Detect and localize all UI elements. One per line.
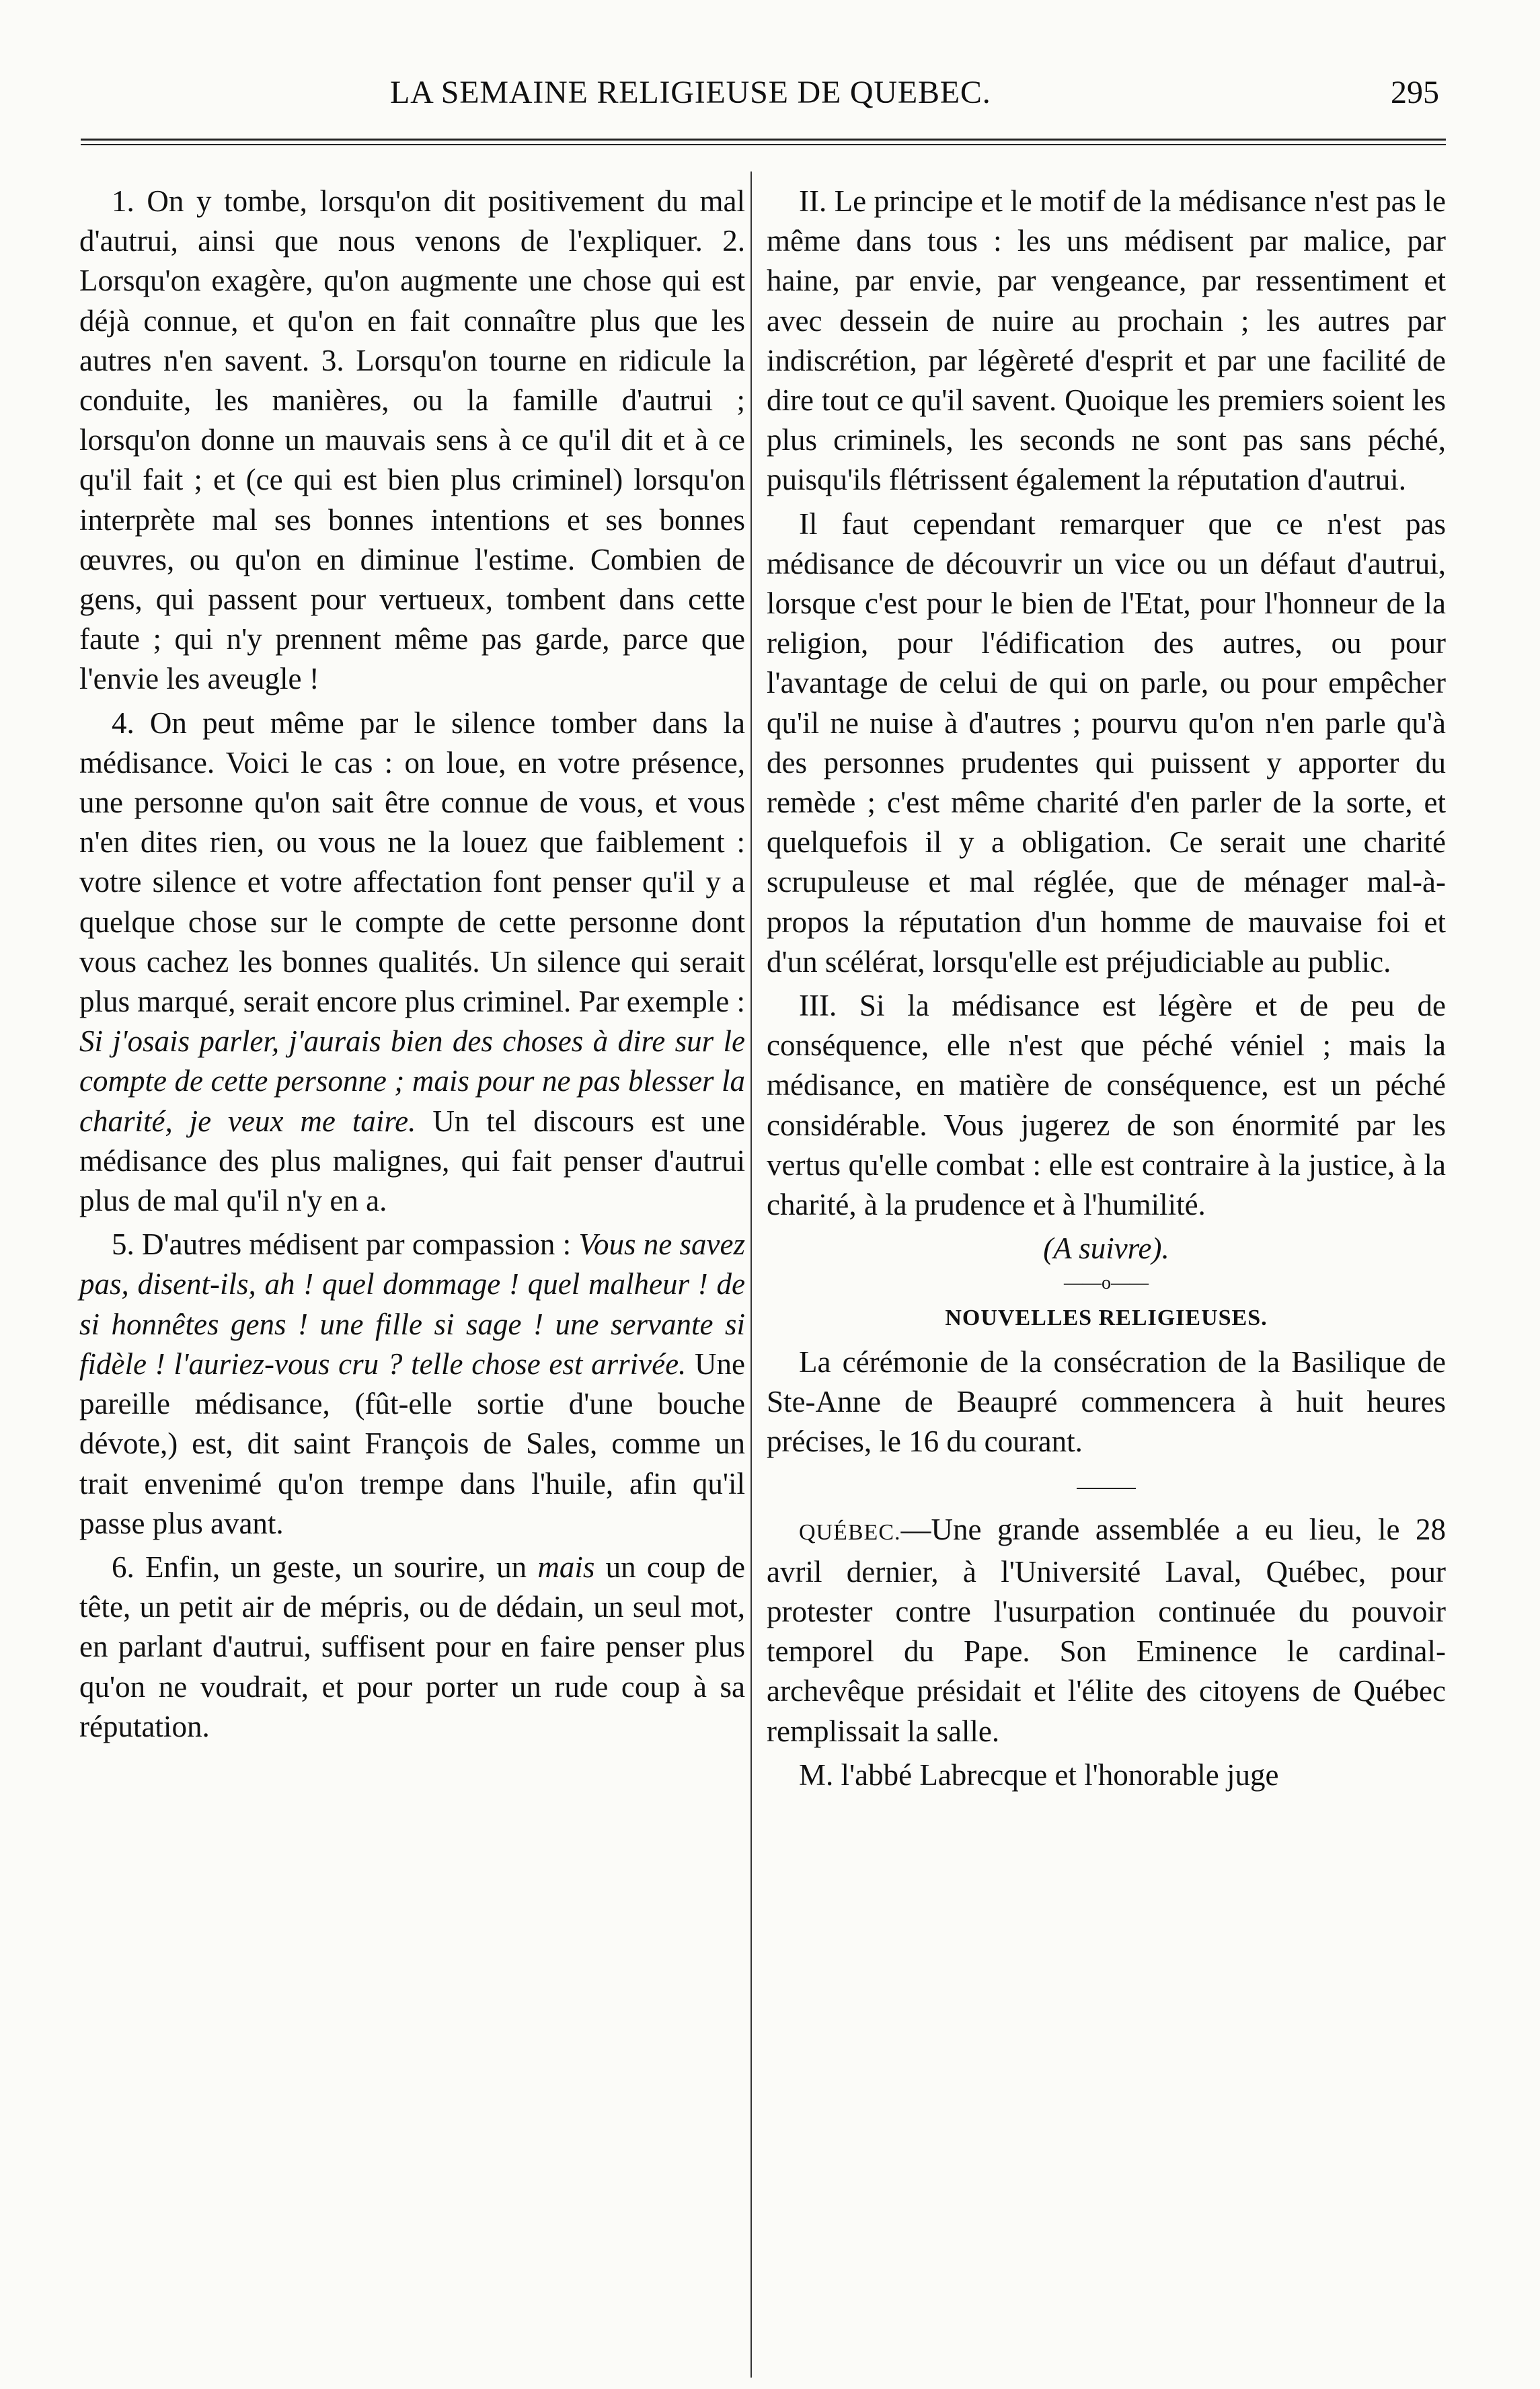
page-header	[67, 74, 1439, 128]
left-paragraph-4-emphasis: mais	[537, 1550, 595, 1584]
news-paragraph-2-rest: —Une grande assemblée a eu lieu, le 28 avril dernier, à l'Université Laval, Québec, pour protester contre l'usurpation continuée du pouvoir temporel du Pape. Son Eminence le cardinal-archevêque présidait et l'élite des citoyens de Québec remplissait la salle.	[767, 1512, 1446, 1748]
news-section-title: NOUVELLES RELIGIEUSES.	[945, 1305, 1268, 1331]
right-column	[767, 182, 1446, 1795]
news-paragraph-3: M. l'abbé Labrecque et l'honorable juge	[799, 1757, 1279, 1792]
left-paragraph-3-end: Une pareille médisance, (fût-elle sortie d'une bouche dévote,) est, dit saint François de Sales, comme un trait envenimé qu'on trempe dans l'huile, afin qu'il passe plus avant.	[79, 1347, 745, 1540]
short-divider-line	[1077, 1488, 1106, 1489]
short-divider	[767, 1466, 1446, 1505]
left-paragraph-4-end: un coup de tête, un petit air de mépris, ou de dédain, un seul mot, en parlant d'autrui, suffisent pour en faire penser plus qu'on ne voudrait, et pour porter un rude coup à sa réputation.	[79, 1550, 745, 1743]
running-title: LA SEMAINE RELIGIEUSE DE QUEBEC.	[390, 75, 991, 110]
news-paragraph-2	[767, 1510, 1446, 1751]
left-paragraph-4-start: 6. Enfin, un geste, un sourire, un	[112, 1550, 538, 1584]
header-rule-bottom	[81, 144, 1446, 145]
left-paragraph-3	[79, 1225, 745, 1544]
left-paragraph-4	[79, 1548, 745, 1747]
left-paragraph-2-quote: Si j'osais parler, j'aurais bien des choses à dire sur le compte de cette personne ; mais pour ne pas blesser la charité, je veux me taire.	[79, 1024, 745, 1138]
left-paragraph-1: 1. On y tombe, lorsqu'on dit positivement du mal d'autrui, ainsi que nous venons de l'expliquer. 2. Lorsqu'on exagère, qu'on augmente une chose qui est déjà connue, et qu'on en fait connaître plus que les autres n'en savent. 3. Lorsqu'on tourne en ridicule la conduite, les manières, ou la famille d'autrui ; lorsqu'on donne un mauvais sens à ce qu'il dit et à ce qu'il fait ; et (ce qui est bien plus criminel) lorsqu'on interprète mal ses bonnes intentions et ses bonnes œuvres, ou qu'on en diminue l'estime. Combien de gens, qui passent pour vertueux, tombent dans cette faute ; qui n'y prennent même pas garde, parce que l'envie les aveugle !	[79, 184, 745, 696]
right-paragraph-3: III. Si la médisance est légère et de peu de conséquence, elle n'est que péché véniel ; mais la médisance, en matière de conséquence, est un péché considérable. Vous jugerez de son énormité par les vertus qu'elle combat : elle est contraire à la justice, à la charité, à la prudence et à l'humilité.	[767, 989, 1446, 1222]
left-paragraph-3-start: 5. D'autres médisent par compassion :	[112, 1227, 579, 1262]
left-paragraph-2	[79, 704, 745, 1221]
news-paragraph-1: La cérémonie de la consécration de la Basilique de Ste-Anne de Beaupré commencera à huit heures précises, le 16 du courant.	[767, 1344, 1446, 1459]
continued-label: (A suivre).	[1043, 1231, 1169, 1266]
right-paragraph-1: II. Le principe et le motif de la médisance n'est pas le même dans tous : les uns médisent par malice, par haine, par envie, par vengeance, par ressentiment et avec dessein de nuire au prochain ; les autres par indiscrétion, par légèreté d'esprit et par une facilité de dire tout ce qu'il savent. Quoique les premiers soient les plus criminels, les seconds ne sont pas sans péché, puisqu'ils flétrissent également la réputation d'autrui.	[767, 184, 1446, 497]
page-number: 295	[1391, 75, 1439, 110]
left-paragraph-3-quote: Vous ne savez pas, disent-ils, ah ! quel dommage ! quel malheur ! de si honnêtes gens ! une fille si sage ! une servante si fidèle ! l'auriez-vous cru ? telle chose est arrivée.	[79, 1227, 745, 1381]
left-paragraph-2-start: 4. On peut même par le silence tomber dans la médisance. Voici le cas : on loue, en votre présence, une personne qu'on sait être connue de vous, et vous n'en dites rien, ou vous ne la louez que faiblement : votre silence et votre affectation font penser qu'il y a quelque chose sur le compte de cette personne dont vous cachez les bonnes qualités. Un silence qui serait plus marqué, serait encore plus criminel. Par exemple :	[79, 706, 745, 1019]
header-rule-top	[81, 139, 1446, 141]
section-divider: ——o——	[1064, 1273, 1149, 1294]
column-divider	[750, 172, 752, 2378]
news-paragraph-2-lead: QUÉBEC.	[799, 1519, 901, 1545]
short-divider-label	[1106, 1488, 1136, 1489]
right-paragraph-2: Il faut cependant remarquer que ce n'est pas médisance de découvrir un vice ou un défaut d'autrui, lorsque c'est pour le bien de l'Etat, pour l'honneur de la religion, pour l'édification des autres, ou pour l'avantage de celui de qui on parle, ou pour empêcher qu'il ne nuise à d'autres ; pourvu qu'on n'en parle qu'à des personnes prudentes qui puissent y apporter du remède ; c'est même charité d'en parler de la sorte, et quelquefois il y a obligation. Ce serait une charité scrupuleuse et mal réglée, que de ménager mal-à-propos la réputation d'un homme de mauvaise foi et d'un scélérat, lorsqu'elle est préjudiciable au public.	[767, 506, 1446, 979]
left-paragraph-2-end: Un tel discours est une médisance des plus malignes, qui fait penser d'autrui plus de mal qu'il n'y en a.	[79, 1104, 746, 1218]
left-column	[79, 182, 745, 1747]
